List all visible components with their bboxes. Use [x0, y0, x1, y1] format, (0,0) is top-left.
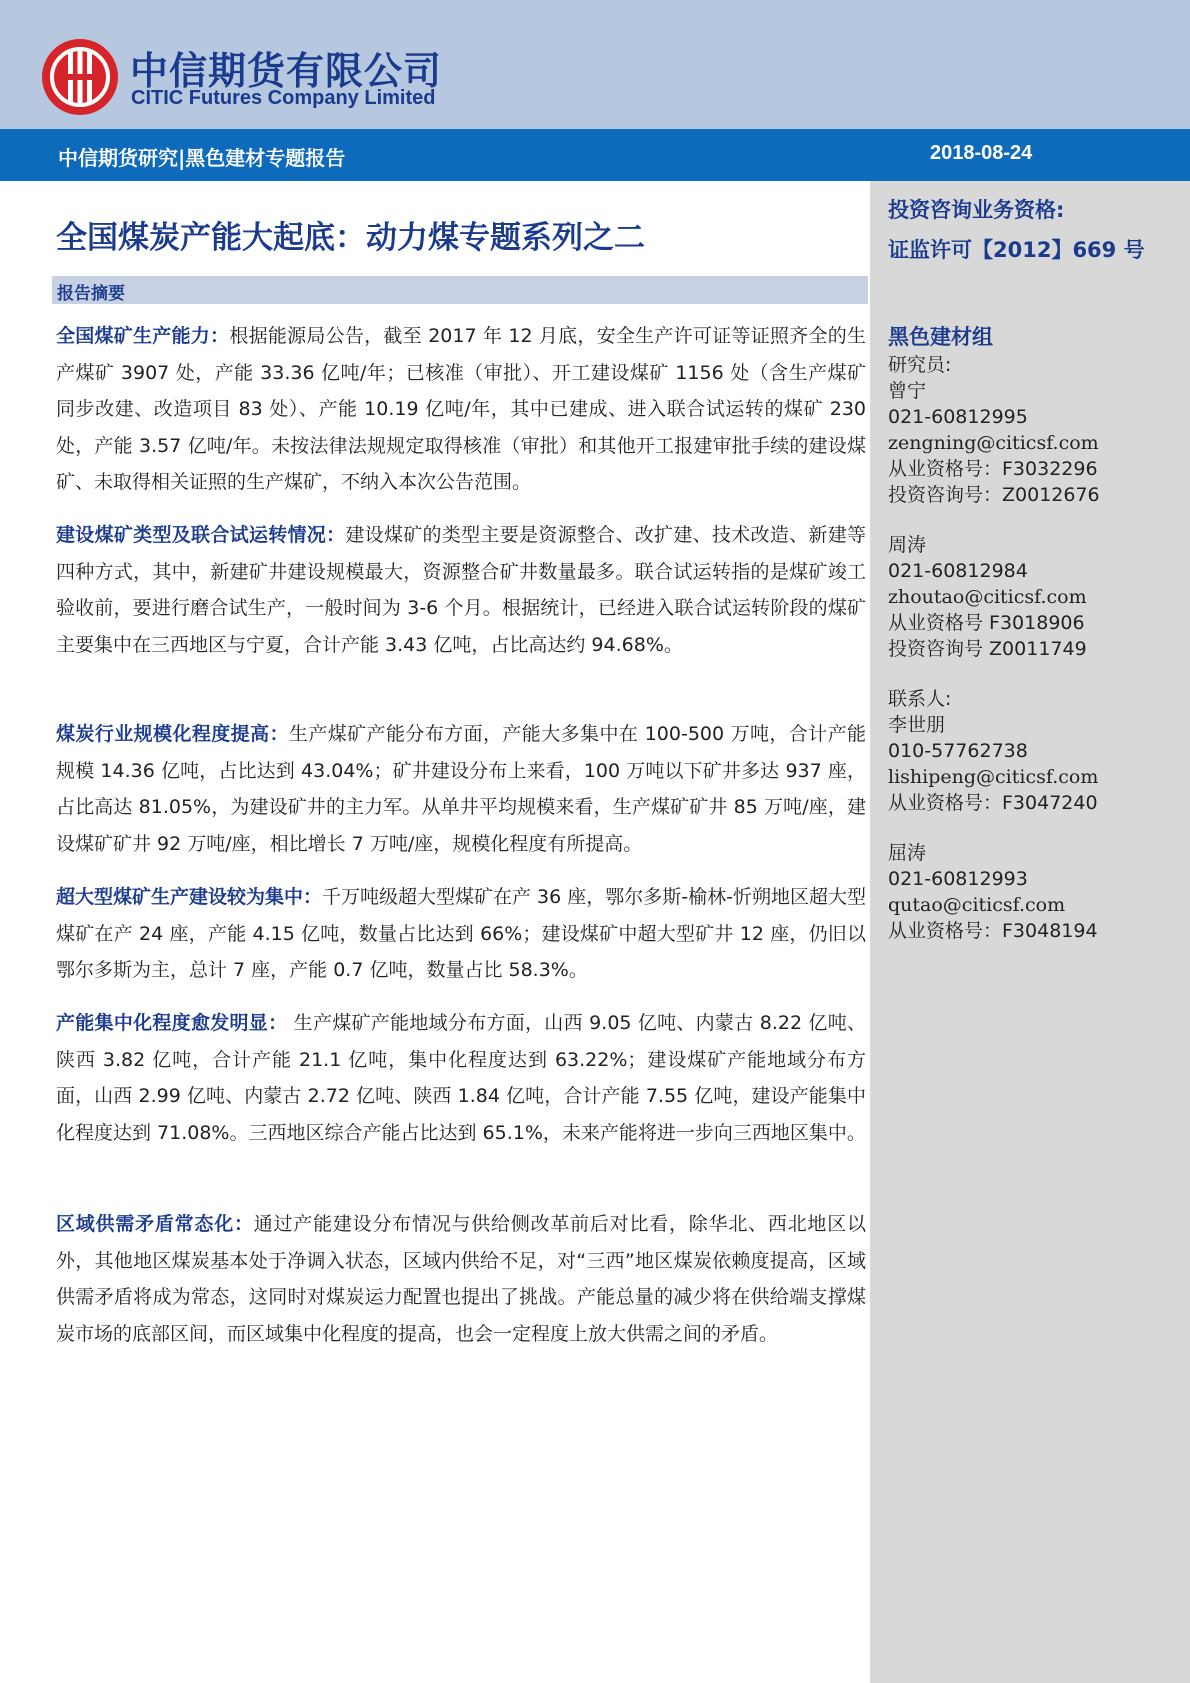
- company-name-en: CITIC Futures Company Limited: [131, 87, 436, 109]
- contact-email[interactable]: lishipeng@citicsf.com: [888, 766, 1099, 788]
- paragraph-text: 生产煤矿产能地域分布方面，山西 9.05 亿吨、内蒙古 8.22 亿吨、陕西 3.82 亿吨，合计产能 21.1 亿吨，集中化程度达到 63.22%；建设煤矿产能地域分布方面，山西 2.99 亿吨、内蒙古 2.72 亿吨、陕西 1.84 亿吨，合计产能 7.55 亿吨，建设产能集中化程度达到 71.08%。三西地区综合产能占比达到 65.1%，未来产能将进一步向三西地区集中。: [56, 1012, 866, 1144]
- paragraph-label: 建设煤矿类型及联合试运转情况：: [56, 524, 346, 546]
- paragraph: [56, 716, 866, 862]
- paragraph-label: 区域供需矛盾常态化：: [56, 1213, 254, 1235]
- researcher-advisory: 投资咨询号 Z0011749: [888, 638, 1087, 660]
- researcher-cert: 从业资格号 F3018906: [888, 612, 1085, 634]
- summary-heading: 报告摘要: [57, 284, 125, 304]
- paragraph-label: 全国煤矿生产能力：: [56, 325, 230, 347]
- paragraph: [56, 318, 866, 501]
- researcher-phone: 021-60812984: [888, 560, 1028, 582]
- qualification-title: 投资咨询业务资格:: [888, 198, 1065, 222]
- contact-name: 李世朋: [888, 714, 946, 736]
- paragraph-text: 根据能源局公告，截至 2017 年 12 月底，安全生产许可证等证照齐全的生产煤矿 3907 处，产能 33.36 亿吨/年；已核准（审批）、开工建设煤矿 1156 处（含生产煤矿同步改建、改造项目 83 处）、产能 10.19 亿吨/年，其中已建成、进入联合试运转的煤矿 230 处，产能 3.57 亿吨/年。未按法律法规规定取得核准（审批）和其他开工报建审批手续的建设煤矿、未取得相关证照的生产煤矿，不纳入本次公告范围。: [56, 325, 866, 493]
- researcher-phone: 021-60812995: [888, 406, 1028, 428]
- qualification-block: [888, 192, 1178, 268]
- contact-cert: 从业资格号：F3047240: [888, 792, 1098, 814]
- researcher-email[interactable]: zhoutao@citicsf.com: [888, 586, 1087, 608]
- paragraph: [56, 1005, 866, 1151]
- researcher-email[interactable]: zengning@citicsf.com: [888, 432, 1099, 454]
- report-bar: [0, 129, 1190, 181]
- company-name-cn: 中信期货有限公司: [130, 49, 443, 93]
- paragraph-text: 千万吨级超大型煤矿在产 36 座，鄂尔多斯-榆林-忻朔地区超大型煤矿在产 24 座，产能 4.15 亿吨，数量占比达到 66%；建设煤矿中超大型矿井 12 座，仍旧以鄂尔多斯为主，总计 7 座，产能 0.7 亿吨，数量占比 58.3%。: [56, 886, 866, 981]
- qualification-license: 证监许可【2012】669 号: [888, 238, 1145, 262]
- paragraph-label: 超大型煤矿生产建设较为集中：: [56, 886, 323, 908]
- researcher-name: 曾宁: [888, 380, 927, 402]
- paragraph: [56, 879, 866, 989]
- contact-phone: 010-57762738: [888, 740, 1028, 762]
- group-name: 黑色建材组: [888, 325, 993, 349]
- analyst-block: [888, 322, 1178, 944]
- contact-cert: 从业资格号：F3048194: [888, 920, 1098, 942]
- contact-label: 联系人:: [888, 688, 952, 710]
- researcher-advisory: 投资咨询号：Z0012676: [888, 484, 1100, 506]
- paragraph-text: 建设煤矿的类型主要是资源整合、改扩建、技术改造、新建等四种方式，其中，新建矿井建设规模最大，资源整合矿井数量最多。联合试运转指的是煤矿竣工验收前，要进行磨合试生产，一般时间为 3-6 个月。根据统计，已经进入联合试运转阶段的煤矿主要集中在三西地区与宁夏，合计产能 3.43 亿吨，占比高达约 94.68%。: [56, 524, 866, 656]
- contact-email[interactable]: qutao@citicsf.com: [888, 894, 1066, 916]
- paragraph-label: 煤炭行业规模化程度提高：: [56, 723, 289, 745]
- researcher-name: 周涛: [888, 534, 927, 556]
- report-title: 全国煤炭产能大起底：动力煤专题系列之二: [56, 220, 645, 256]
- citic-logo-icon: [40, 37, 120, 117]
- report-series: 中信期货研究|黑色建材专题报告: [58, 146, 346, 170]
- report-date: 2018-08-24: [930, 142, 1033, 164]
- summary-heading-bar: [52, 276, 868, 304]
- paragraph-text: 生产煤矿产能分布方面，产能大多集中在 100-500 万吨，合计产能规模 14.36 亿吨，占比达到 43.04%；矿井建设分布上来看，100 万吨以下矿井多达 937 座，占比高达 81.05%，为建设矿井的主力军。从单井平均规模来看，生产煤矿矿井 85 万吨/座，建设煤矿矿井 92 万吨/座，相比增长 7 万吨/座，规模化程度有所提高。: [56, 723, 866, 855]
- paragraph: [56, 517, 866, 663]
- researcher-cert: 从业资格号：F3032296: [888, 458, 1098, 480]
- researcher-label: 研究员:: [888, 354, 952, 376]
- paragraph: [56, 1206, 866, 1352]
- paragraph-text: 通过产能建设分布情况与供给侧改革前后对比看，除华北、西北地区以外，其他地区煤炭基本处于净调入状态，区域内供给不足，对“三西”地区煤炭依赖度提高，区域供需矛盾将成为常态，这同时对煤炭运力配置也提出了挑战。产能总量的减少将在供给端支撑煤炭市场的底部区间，而区域集中化程度的提高，也会一定程度上放大供需之间的矛盾。: [56, 1213, 866, 1345]
- contact-phone: 021-60812993: [888, 868, 1028, 890]
- contact-name: 屈涛: [888, 842, 927, 864]
- paragraph-label: 产能集中化程度愈发明显：: [56, 1012, 288, 1034]
